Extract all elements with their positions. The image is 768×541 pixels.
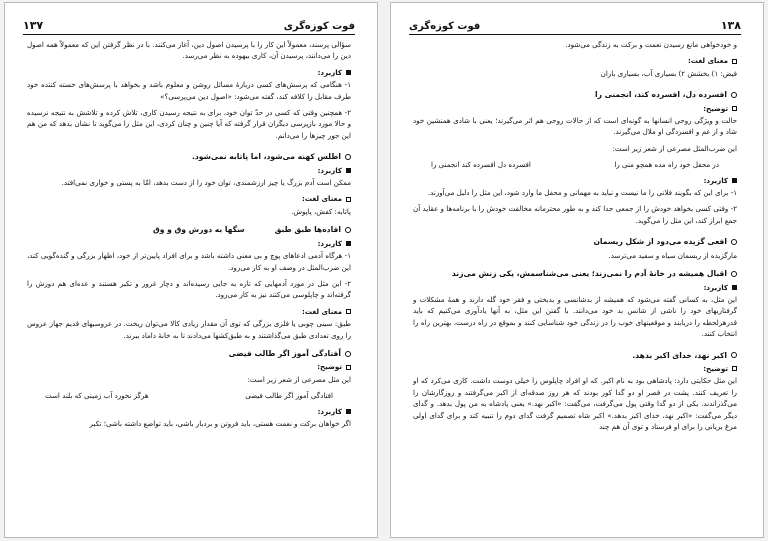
paragraph: ۲- این مثل در مورد آدمهایی که تازه به جایی رسیده‌اند و دچار غرور و تکبر هستند و عده‌ای هم دورش را گرفته‌اند و چاپلوسی می‌کنند نیز به کار می‌رود.: [27, 278, 351, 300]
page-body: [413, 39, 737, 531]
verse-hemistich: افسرده دل افسرده کند انجمنی را: [431, 160, 531, 170]
paragraph: فیض: ۱) بخشش ۲) بسیاری آب، بسیاری باران: [600, 68, 737, 78]
page-number: ۱۳۸: [720, 19, 741, 32]
square-bullet-icon: [732, 178, 737, 183]
paragraph: ممکن است آدم بزرگ یا چیز ارزشمندی، توان خود را از دست بدهد، امّا به پستی و خواری نمی‌افتد.: [61, 178, 351, 188]
box-bullet-icon: [732, 106, 737, 111]
paragraph: مارگزیده از ریسمان سیاه و سفید می‌ترسد.: [608, 250, 737, 260]
proverb-heading: اقبال همیشه در خانهٔ آدم را نمی‌زند؛ یعنی می‌شناسمش، یکی زنش می‌زند: [413, 268, 737, 279]
proverb-heading: اُفتادگی آموز اگر طالب فیضی: [27, 348, 351, 359]
square-bullet-icon: [346, 70, 351, 75]
subheading-usage: کاربرد:: [413, 175, 737, 186]
circle-bullet-icon: [731, 271, 737, 277]
running-title: فوت کوزه‌گری: [283, 21, 355, 32]
verse-hemistich: هرگز نخورد آب زمینی که بلند است: [45, 391, 149, 401]
paragraph: ۲- همچنین وقتی که کسی در حدّ توان خود، برای به نتیجه رسیدن کاری، تلاش کرده و تلاشش به نتیجه نرسیده و حالا مورد بازپرسی دیگران قرار گرفته که آیا چنین و چنان کردی، این مثل را می‌گوید تا نشان بدهد که من هم این جور چیزها را می‌دانم.: [27, 108, 351, 140]
circle-bullet-icon: [345, 351, 351, 357]
paragraph: ۱- هرگاه آدمی ادعاهای پوچ و بی معنی داشته باشد و برای افراد پایین‌تر از خود، اظهار بزرگی و گنده‌گویی کند، این ضرب‌المثل در وصف او به کار می‌رود.: [27, 251, 351, 272]
paragraph: سؤالی پرسند، معمولاً این کار را با پرسیدن اصول دین، آغاز می‌کنند. با در نظر گرفتن این که معمولاً همه اصول دین را می‌دانند، پرسیدن آن، کاری بیهوده به نظر می‌رسد.: [27, 40, 351, 61]
running-head: [23, 14, 355, 35]
circle-bullet-icon: [345, 227, 351, 233]
square-bullet-icon: [346, 241, 351, 246]
paragraph: اگر خواهان برکت و نعمت هستی، باید فروتن و بردبار باشی، باید تواضع داشته باشی؛ تکبر: [89, 418, 351, 428]
square-bullet-icon: [346, 409, 351, 414]
page-137: [4, 2, 378, 538]
subheading-explanation: توضیح:: [413, 103, 737, 114]
page-138: [390, 2, 764, 538]
verse: [27, 390, 351, 401]
paragraph: ۱- هنگامی که پرسش‌های کسی دربارهٔ مسائل روشن و معلوم باشد و بخواهد با پرسش‌های خسته کننده خود طرف مقابل را کلافه کند، گفته می‌شود: «اصول دین می‌پرسی؟»: [27, 80, 351, 101]
square-bullet-icon: [732, 285, 737, 290]
subheading-explanation: توضیح:: [27, 361, 351, 372]
paragraph: ۱- برای این که بگویند فلانی را ما نیست و نباید به مهمانی و محفل ما وارد شود، این مثل را دلیل می‌آورند.: [427, 188, 737, 198]
circle-bullet-icon: [731, 239, 737, 245]
paragraph: حالت و ویژگی روحی انسانها به گونه‌ای است که از حالات روحی هم اثر می‌گیرند؛ یعنی با شادی همنشین خود شاد و از غم و افسردگی او ملال می‌گیرند.: [413, 116, 737, 137]
box-bullet-icon: [346, 309, 351, 314]
box-bullet-icon: [732, 59, 737, 64]
verse-hemistich: در محفل خود راه مده همچو منی را: [614, 160, 719, 170]
subheading-explanation: توضیح:: [413, 363, 737, 374]
subheading-usage: کاربرد:: [27, 165, 351, 176]
subheading-meaning: معنای لغت:: [27, 306, 351, 317]
paragraph: این ضرب‌المثل مصرعی از شعر زیر است:: [612, 143, 737, 153]
page-number: ۱۳۷: [23, 19, 44, 32]
running-head: [409, 14, 741, 35]
proverb-heading: افاده‌ها طبق طبق سگها به دورش وق و وق: [27, 224, 351, 235]
box-bullet-icon: [346, 365, 351, 370]
circle-bullet-icon: [731, 352, 737, 358]
running-title: فوت کوزه‌گری: [409, 21, 481, 32]
paragraph: پاتابه: کفش، پاپوش.: [291, 206, 351, 216]
square-bullet-icon: [346, 168, 351, 173]
box-bullet-icon: [346, 197, 351, 202]
subheading-usage: کاربرد:: [27, 406, 351, 417]
circle-bullet-icon: [345, 154, 351, 160]
verse: [413, 159, 737, 170]
paragraph: ۲- وقتی کسی بخواهد خودش را از جمعی جدا کند و به طور محترمانه مخالفت خودش را با برنامه‌ها و عقاید آن جمع ابراز کند، این مثل را می‌گوید.: [413, 204, 737, 225]
box-bullet-icon: [732, 366, 737, 371]
paragraph: این مثل حکایتی دارد: پادشاهی بود به نام اکبر. که او افراد چاپلوس را خیلی دوست داشت. کاری می‌کرد که او را تعریف کنند. پشت در قصر او دو گدا کور بودند که هر روز صدقه‌ای از اکبر می‌گرفتند و روزگارشان را می‌گذراندند. یکی از دو گدا وقتی پول می‌گرفت، می‌گفت: «اکبر نهد.» یعنی پادشاه به من پول بدهد. و گدای دیگر می‌گفت: «اکبر نهد، خدای اکبر بدهد.» اکبر شاه تصمیم گرفت گدای دوم را تنبیه کند و برای گدای اولی مرغ بریانی را برای او فرستاد و توی آن هم چند: [413, 376, 737, 431]
paragraph: طبق: سینی چوبی یا فلزی بزرگی که توی آن مقدار زیادی کالا می‌توان ریخت. در عروسیهای قدیم جهاز عروس را روی تعدادی طبق می‌گذاشتند و به طبق‌کشها می‌دادند تا به خانهٔ داماد ببرند.: [27, 319, 351, 340]
proverb-heading: اطلس کهنه می‌شود، اما پاتابه نمی‌شود.: [27, 151, 351, 162]
page-body: [27, 39, 351, 531]
paragraph: و خودخواهی مانع رسیدن نعمت و برکت به زندگی می‌شود.: [565, 40, 737, 49]
subheading-usage: کاربرد:: [27, 238, 351, 249]
proverb-heading: افسرده دل، افسرده کند، انجمنی را: [413, 89, 737, 100]
paragraph: این مثل، به کسانی گفته می‌شود که همیشه از بدشانسی و بدبختی و فقر خود گله دارند و همهٔ مشکلات و گرفتاریهای خود را ناشی از شانس بد خود می‌دانند. با گفتن این مثل، به آنها یادآوری می‌کنیم که باید قدرهرلحظه را دریابند و موقعیتهای خوب را در زندگی خود شناسایی کنند و بموقع در راه درست، بهترین راه را انتخاب کنند.: [413, 294, 737, 339]
proverb-heading: اکبر نهد، خدای اکبر بدهد.: [413, 350, 737, 361]
paragraph: این مثل مصرعی از شعر زیر است:: [247, 374, 351, 384]
subheading-usage: کاربرد:: [27, 67, 351, 78]
subheading-meaning: معنای لغت:: [413, 55, 737, 66]
circle-bullet-icon: [731, 92, 737, 98]
verse-hemistich: افتادگی آموز اگر طالب فیضی: [245, 391, 333, 401]
proverb-heading: افعی گزیده می‌دود از شکل ریسمان: [413, 236, 737, 247]
subheading-usage: کاربرد:: [413, 282, 737, 293]
subheading-meaning: معنای لغت:: [27, 193, 351, 204]
